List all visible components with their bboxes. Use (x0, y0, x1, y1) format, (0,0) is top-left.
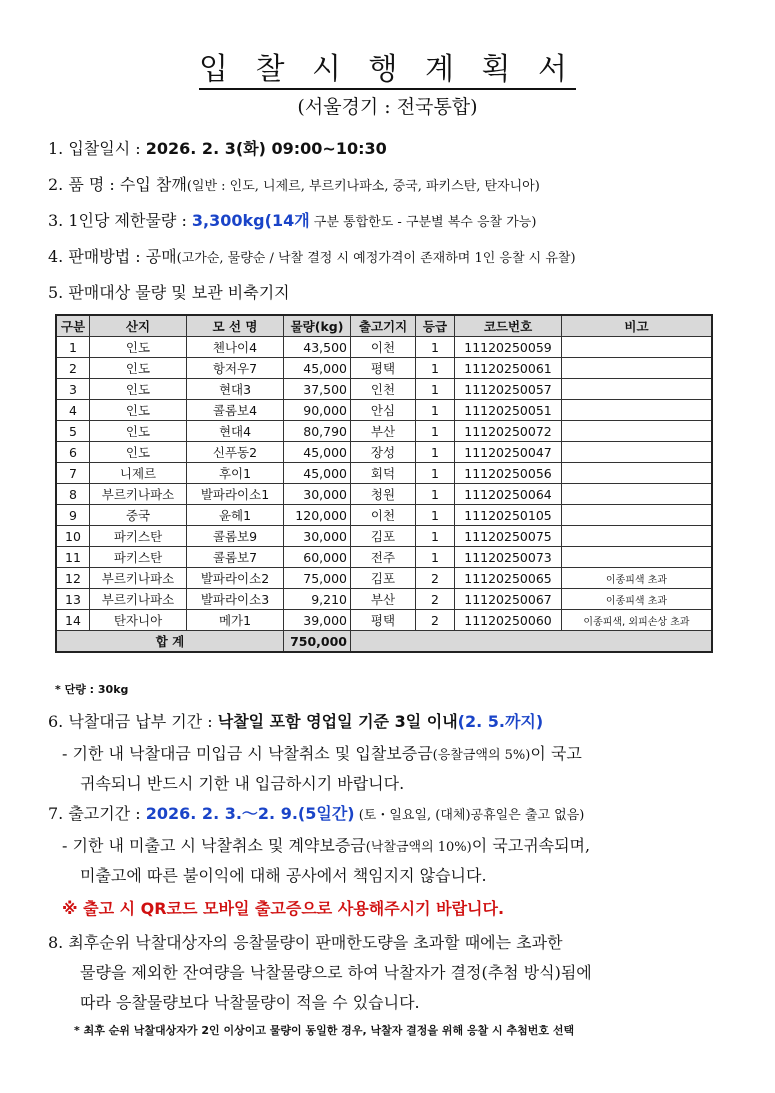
cell-grade: 1 (416, 526, 455, 547)
cell-code: 11120250064 (455, 484, 562, 505)
cell-code: 11120250072 (455, 421, 562, 442)
cell-depot: 이천 (351, 337, 416, 358)
col-header: 물량(kg) (284, 315, 351, 337)
cell-vessel: 항저우7 (187, 358, 284, 379)
cell-quantity: 120,000 (284, 505, 351, 526)
cell-vessel: 콜롬보4 (187, 400, 284, 421)
cell-remark (562, 526, 713, 547)
cell-remark (562, 358, 713, 379)
cell-no: 7 (56, 463, 90, 484)
cell-no: 11 (56, 547, 90, 568)
cell-origin: 인도 (90, 400, 187, 421)
table-total-row (56, 631, 712, 653)
cell-no: 9 (56, 505, 90, 526)
item-sale-method: 4. 판매방법 : 공매(고가순, 물량순 / 낙찰 결정 시 예정가격이 존재하며 1인 응찰 시 유찰) (48, 247, 576, 266)
col-header: 모 선 명 (187, 315, 284, 337)
cell-origin: 탄자니아 (90, 610, 187, 631)
cell-no: 10 (56, 526, 90, 547)
table-row (56, 463, 712, 484)
cell-quantity: 60,000 (284, 547, 351, 568)
cell-depot: 인천 (351, 379, 416, 400)
unit-note: * 단량 : 30kg (55, 683, 129, 696)
cell-vessel: 윤헤1 (187, 505, 284, 526)
table-header-row (56, 315, 712, 337)
cell-code: 11120250060 (455, 610, 562, 631)
cell-remark (562, 337, 713, 358)
cell-remark: 이종피색, 외피손상 초과 (562, 610, 713, 631)
cell-depot: 안심 (351, 400, 416, 421)
cell-origin: 부르키나파소 (90, 484, 187, 505)
item-release-period: 7. 출고기간 : 2026. 2. 3.～2. 9.(5일간) (토・일요일, (대체)공휴일은 출고 없음) (48, 804, 585, 823)
cell-code: 11120250057 (455, 379, 562, 400)
total-value: 750,000 (284, 631, 351, 653)
cell-code: 11120250105 (455, 505, 562, 526)
item-bid-datetime: 1. 입찰일시 : 2026. 2. 3(화) 09:00~10:30 (48, 139, 387, 158)
cell-remark (562, 442, 713, 463)
cell-quantity: 45,000 (284, 358, 351, 379)
cell-code: 11120250073 (455, 547, 562, 568)
item-final-bidder-line2: 물량을 제외한 잔여량을 낙찰물량으로 하여 낙찰자가 결정(추첨 방식)됨에 (80, 963, 592, 982)
cell-depot: 회덕 (351, 463, 416, 484)
cell-remark (562, 400, 713, 421)
cell-grade: 2 (416, 568, 455, 589)
cell-no: 3 (56, 379, 90, 400)
cell-depot: 부산 (351, 589, 416, 610)
cell-code: 11120250075 (455, 526, 562, 547)
total-empty (351, 631, 713, 653)
item-limit: 3. 1인당 제한물량 : 3,300kg(14개 구분 통합한도 - 구분별 복수 응찰 가능) (48, 211, 537, 230)
cell-quantity: 9,210 (284, 589, 351, 610)
table-row (56, 442, 712, 463)
cell-no: 13 (56, 589, 90, 610)
cell-vessel: 후이1 (187, 463, 284, 484)
cell-remark (562, 421, 713, 442)
cell-depot: 장성 (351, 442, 416, 463)
cell-quantity: 45,000 (284, 442, 351, 463)
cell-quantity: 75,000 (284, 568, 351, 589)
cell-quantity: 37,500 (284, 379, 351, 400)
cell-origin: 인도 (90, 421, 187, 442)
table-row (56, 610, 712, 631)
cell-quantity: 30,000 (284, 526, 351, 547)
cell-depot: 이천 (351, 505, 416, 526)
cell-no: 12 (56, 568, 90, 589)
cell-quantity: 90,000 (284, 400, 351, 421)
cell-code: 11120250067 (455, 589, 562, 610)
cell-grade: 1 (416, 358, 455, 379)
cell-grade: 1 (416, 484, 455, 505)
payment-note-line2: 귀속되니 반드시 기한 내 입금하시기 바랍니다. (80, 774, 405, 793)
cell-origin: 부르키나파소 (90, 568, 187, 589)
cell-origin: 부르키나파소 (90, 589, 187, 610)
cell-depot: 김포 (351, 526, 416, 547)
table-row (56, 547, 712, 568)
cell-grade: 1 (416, 505, 455, 526)
table-row (56, 358, 712, 379)
cell-grade: 1 (416, 337, 455, 358)
table-row (56, 526, 712, 547)
cell-vessel: 현대3 (187, 379, 284, 400)
cell-quantity: 43,500 (284, 337, 351, 358)
cell-vessel: 발파라이소3 (187, 589, 284, 610)
cell-no: 2 (56, 358, 90, 379)
cell-grade: 1 (416, 442, 455, 463)
cell-code: 11120250061 (455, 358, 562, 379)
table-row (56, 568, 712, 589)
cell-depot: 평택 (351, 358, 416, 379)
table-row (56, 337, 712, 358)
table-row (56, 589, 712, 610)
cell-vessel: 현대4 (187, 421, 284, 442)
item-stock-heading: 5. 판매대상 물량 및 보관 비축기지 (48, 283, 290, 302)
cell-code: 11120250047 (455, 442, 562, 463)
cell-no: 14 (56, 610, 90, 631)
cell-vessel: 신푸동2 (187, 442, 284, 463)
cell-remark (562, 505, 713, 526)
cell-depot: 평택 (351, 610, 416, 631)
release-note-line2: 미출고에 따른 불이익에 대해 공사에서 책임지지 않습니다. (80, 866, 487, 885)
cell-remark (562, 547, 713, 568)
cell-vessel: 메가1 (187, 610, 284, 631)
cell-remark (562, 484, 713, 505)
table-row (56, 505, 712, 526)
page-subtitle: (서울경기 : 전국통합) (297, 96, 478, 118)
cell-depot: 청원 (351, 484, 416, 505)
cell-remark (562, 379, 713, 400)
cell-code: 11120250056 (455, 463, 562, 484)
cell-origin: 니제르 (90, 463, 187, 484)
cell-code: 11120250065 (455, 568, 562, 589)
cell-code: 11120250059 (455, 337, 562, 358)
cell-grade: 1 (416, 421, 455, 442)
item-final-bidder-line1: 8. 최후순위 낙찰대상자의 응찰물량이 판매한도량을 초과할 때에는 초과한 (48, 933, 563, 952)
cell-no: 4 (56, 400, 90, 421)
cell-no: 8 (56, 484, 90, 505)
cell-depot: 전주 (351, 547, 416, 568)
col-header: 코드번호 (455, 315, 562, 337)
cell-depot: 김포 (351, 568, 416, 589)
cell-no: 6 (56, 442, 90, 463)
cell-grade: 1 (416, 400, 455, 421)
cell-origin: 파키스탄 (90, 547, 187, 568)
col-header: 구분 (56, 315, 90, 337)
cell-grade: 1 (416, 547, 455, 568)
col-header: 산지 (90, 315, 187, 337)
col-header: 등급 (416, 315, 455, 337)
cell-remark: 이종피색 초과 (562, 589, 713, 610)
table-row (56, 484, 712, 505)
cell-vessel: 발파라이소1 (187, 484, 284, 505)
cell-grade: 2 (416, 589, 455, 610)
cell-origin: 파키스탄 (90, 526, 187, 547)
cell-origin: 중국 (90, 505, 187, 526)
cell-vessel: 콜롬보9 (187, 526, 284, 547)
cell-grade: 2 (416, 610, 455, 631)
cell-origin: 인도 (90, 358, 187, 379)
cell-code: 11120250051 (455, 400, 562, 421)
cell-vessel: 첸나이4 (187, 337, 284, 358)
cell-vessel: 발파라이소2 (187, 568, 284, 589)
cell-origin: 인도 (90, 379, 187, 400)
cell-no: 5 (56, 421, 90, 442)
cell-quantity: 45,000 (284, 463, 351, 484)
item-final-bidder-line3: 따라 응찰물량보다 낙찰물량이 적을 수 있습니다. (80, 993, 420, 1012)
col-header: 비고 (562, 315, 713, 337)
cell-quantity: 39,000 (284, 610, 351, 631)
cell-quantity: 80,790 (284, 421, 351, 442)
total-label: 합 계 (56, 631, 284, 653)
table-row (56, 379, 712, 400)
cell-remark (562, 463, 713, 484)
cell-quantity: 30,000 (284, 484, 351, 505)
cell-vessel: 콜롬보7 (187, 547, 284, 568)
item-payment-period: 6. 낙찰대금 납부 기간 : 낙찰일 포함 영업일 기준 3일 이내(2. 5.까지) (48, 712, 544, 731)
footnote: * 최후 순위 낙찰대상자가 2인 이상이고 물량이 동일한 경우, 낙찰자 결정을 위해 응찰 시 추첨번호 선택 (74, 1024, 575, 1037)
cell-no: 1 (56, 337, 90, 358)
stock-table (55, 314, 713, 653)
col-header: 출고기지 (351, 315, 416, 337)
cell-origin: 인도 (90, 337, 187, 358)
cell-grade: 1 (416, 463, 455, 484)
release-note-line1: - 기한 내 미출고 시 낙찰취소 및 계약보증금(낙찰금액의 10%)이 국고귀속되며, (62, 836, 591, 855)
item-product: 2. 품 명 : 수입 참깨(일반 : 인도, 니제르, 부르키나파소, 중국, 파키스탄, 탄자니아) (48, 175, 540, 194)
qr-warning: ※ 출고 시 QR코드 모바일 출고증으로 사용해주시기 바랍니다. (62, 899, 505, 918)
cell-remark: 이종피색 초과 (562, 568, 713, 589)
page-title: 입 찰 시 행 계 획 서 (0, 44, 775, 88)
table-row (56, 421, 712, 442)
table-row (56, 400, 712, 421)
cell-depot: 부산 (351, 421, 416, 442)
cell-grade: 1 (416, 379, 455, 400)
cell-origin: 인도 (90, 442, 187, 463)
payment-note-line1: - 기한 내 낙찰대금 미입금 시 낙찰취소 및 입찰보증금(응찰금액의 5%)이 국고 (62, 744, 582, 763)
